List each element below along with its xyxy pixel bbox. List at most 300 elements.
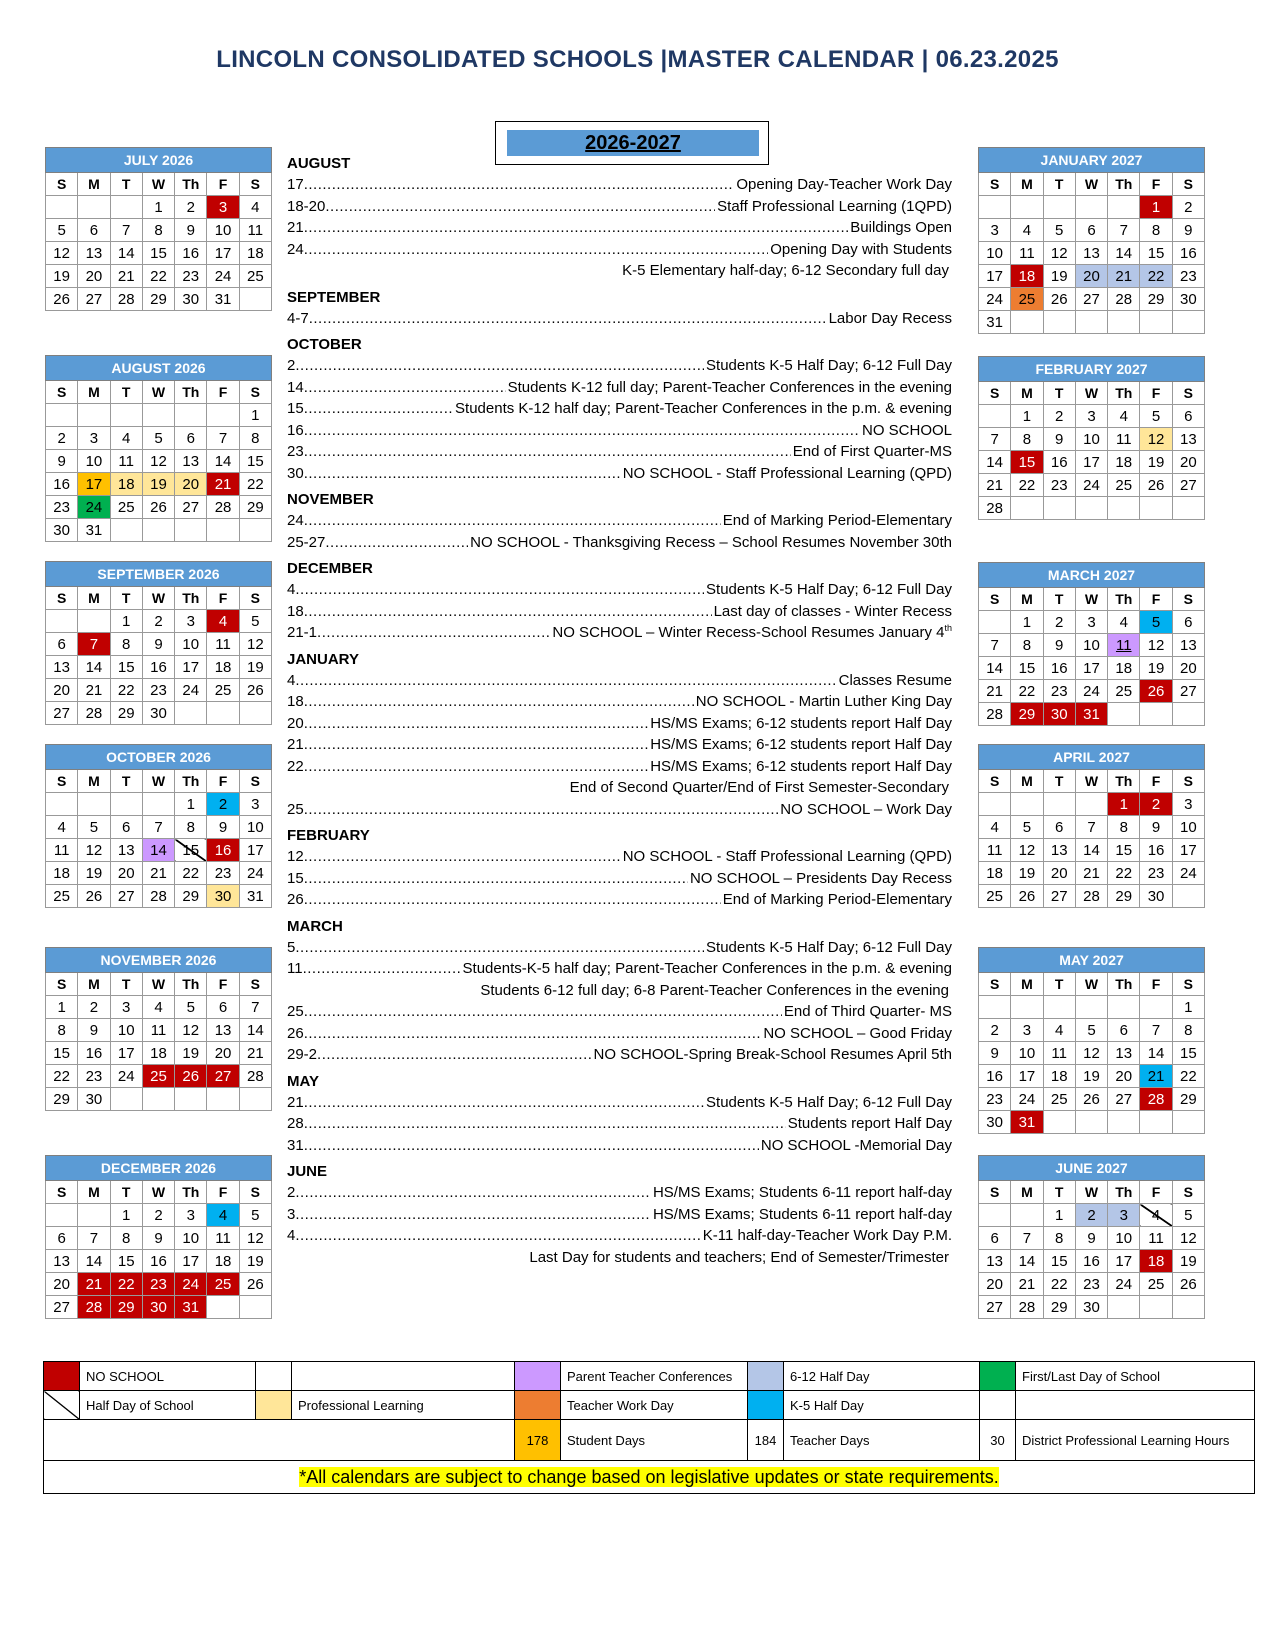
calendar-grid: [45, 147, 272, 311]
calendar-empty-cell: [78, 1204, 110, 1227]
calendar-day: 7: [1140, 1019, 1172, 1042]
event-line: [287, 937, 952, 959]
calendar-empty-cell: [175, 702, 207, 725]
legend: [43, 1361, 1254, 1494]
calendar-day: 31: [239, 885, 271, 908]
event-description-wrap: [701, 1225, 952, 1247]
calendar-day: 19: [239, 1250, 271, 1273]
event-description: NO SCHOOL: [861, 421, 952, 439]
event-description: NO SCHOOL - Staff Professional Learning (QPD): [622, 848, 952, 865]
calendar-day: 24: [1172, 862, 1204, 885]
event-line: [287, 868, 952, 890]
calendar-day: 30: [979, 1111, 1011, 1134]
event-description-wrap: [648, 713, 952, 735]
weekday-header: F: [207, 381, 239, 404]
dot-leader: [295, 355, 704, 377]
event-description-wrap: [791, 441, 952, 463]
weekday-header: T: [1043, 1181, 1075, 1204]
calendar-empty-cell: [1043, 196, 1075, 219]
calendar-day: 28: [110, 288, 142, 311]
calendar-day: 5: [1043, 219, 1075, 242]
calendar-day: 17: [979, 265, 1011, 288]
event-date: 22: [287, 757, 304, 775]
calendar-day: 16: [979, 1065, 1011, 1088]
legend-pl-hours: District Professional Learning Hours: [1016, 1420, 1255, 1461]
calendar-day: 27: [175, 496, 207, 519]
event-line: [287, 691, 952, 713]
calendar-day: 17: [1011, 1065, 1043, 1088]
calendar-day: 30: [1140, 885, 1172, 908]
calendar-day: 15: [46, 1042, 78, 1065]
calendar-day: 28: [239, 1065, 271, 1088]
weekday-header: W: [1075, 973, 1107, 996]
event-line: [287, 463, 952, 485]
calendar-day: 29: [110, 702, 142, 725]
weekday-header: S: [239, 973, 271, 996]
calendar-day: 10: [1011, 1042, 1043, 1065]
event-line: [287, 846, 952, 868]
calendar-day: 12: [1011, 839, 1043, 862]
no-school-swatch: [44, 1362, 80, 1391]
weekday-header: S: [1172, 770, 1204, 793]
calendar-day: 18: [239, 242, 271, 265]
calendar-day: 28: [78, 1296, 110, 1319]
event-date: 26: [287, 1024, 304, 1042]
calendar-day: 16: [1043, 451, 1075, 474]
weekday-header: S: [46, 770, 78, 793]
calendar-day: 30: [142, 1296, 174, 1319]
weekday-header: M: [1011, 382, 1043, 405]
event-line: [287, 398, 952, 420]
calendar-day: 30: [207, 885, 239, 908]
calendar-day: 10: [207, 219, 239, 242]
event-date: 15: [287, 400, 304, 417]
calendar-month-title: DECEMBER 2026: [46, 1156, 272, 1181]
calendar-day: 18: [1043, 1065, 1075, 1088]
event-continuation: K-5 Elementary half-day; 6-12 Secondary full day: [622, 262, 949, 279]
event-date: 21: [287, 219, 304, 236]
weekday-header: M: [1011, 173, 1043, 196]
event-line: [287, 1113, 952, 1135]
calendar-empty-cell: [1011, 793, 1043, 816]
event-date: 5: [287, 938, 296, 956]
calendar-grid: [45, 355, 272, 542]
calendar-day: 26: [239, 1273, 271, 1296]
calendar-empty-cell: [110, 196, 142, 219]
calendar-empty-cell: [110, 519, 142, 542]
calendar-day: 18: [1011, 265, 1043, 288]
weekday-header: S: [1172, 973, 1204, 996]
calendar-empty-cell: [110, 793, 142, 816]
calendar-day: 2: [46, 427, 78, 450]
calendar-day: 1: [1043, 1204, 1075, 1227]
dot-leader: [304, 713, 649, 735]
dot-leader: [304, 889, 721, 911]
dot-leader: [304, 799, 779, 821]
calendar-day: 12: [78, 839, 110, 862]
calendar-day: 2: [1043, 611, 1075, 634]
calendar-empty-cell: [142, 1088, 174, 1111]
event-line: [287, 1001, 952, 1023]
weekday-header: F: [1140, 382, 1172, 405]
event-description: NO SCHOOL – Presidents Day Recess: [689, 869, 952, 887]
calendar-empty-cell: [46, 196, 78, 219]
calendar-day: 9: [1172, 219, 1204, 242]
calendar-day: 20: [46, 679, 78, 702]
weekday-header: S: [979, 173, 1011, 196]
calendar-day: 3: [110, 996, 142, 1019]
calendar-day: 22: [175, 862, 207, 885]
event-description: Students K-5 Half Day; 6-12 Full Day: [706, 1093, 952, 1111]
weekday-header: M: [78, 587, 110, 610]
calendar-empty-cell: [1172, 311, 1204, 334]
calendar-day: 11: [110, 450, 142, 473]
weekday-header: T: [110, 587, 142, 610]
calendar-day: 5: [1140, 611, 1172, 634]
calendar-day: 18: [46, 862, 78, 885]
weekday-header: F: [1140, 1181, 1172, 1204]
calendar-day: 15: [1011, 657, 1043, 680]
calendar-day: 9: [142, 1227, 174, 1250]
calendar-day: 23: [142, 679, 174, 702]
event-description: Opening Day-Teacher Work Day: [736, 176, 952, 193]
calendar-day: 31: [175, 1296, 207, 1319]
calendar-empty-cell: [207, 1296, 239, 1319]
weekday-header: T: [110, 1181, 142, 1204]
dot-leader: [317, 622, 550, 644]
calendar-day: 13: [1075, 242, 1107, 265]
calendar-day: 8: [1108, 816, 1140, 839]
event-description: Opening Day with Students: [770, 240, 952, 258]
calendar-month-title: JULY 2026: [46, 148, 272, 173]
weekday-header: W: [142, 173, 174, 196]
calendar-day: 30: [1075, 1296, 1107, 1319]
calendar-day: 17: [1172, 839, 1204, 862]
calendar-day: 13: [1172, 428, 1204, 451]
calendar-day: 3: [1075, 405, 1107, 428]
calendar-day: 1: [239, 404, 271, 427]
calendar-day: 13: [175, 450, 207, 473]
event-description: HS/MS Exams; Students 6-11 report half-day: [652, 1205, 952, 1223]
calendar-day: 20: [1075, 265, 1107, 288]
calendar-day: 2: [979, 1019, 1011, 1042]
calendar-day: 23: [78, 1065, 110, 1088]
calendar-day: 19: [1140, 657, 1172, 680]
dot-leader: [304, 756, 649, 778]
calendar-day: 20: [175, 473, 207, 496]
calendar-grid: [978, 1155, 1205, 1319]
event-date: 25: [287, 800, 304, 818]
calendar-day: 7: [239, 996, 271, 1019]
calendar-empty-cell: [46, 1204, 78, 1227]
calendar-day: 25: [239, 265, 271, 288]
event-date: 25: [287, 1003, 304, 1020]
calendar-day: 12: [1140, 428, 1172, 451]
calendar-day: 16: [46, 473, 78, 496]
k5-half-day-swatch: [748, 1391, 784, 1420]
calendar-day: 2: [175, 196, 207, 219]
event-description-wrap: [704, 1092, 952, 1114]
event-description: NO SCHOOL – Work Day: [780, 800, 952, 818]
dot-leader: [309, 308, 827, 330]
calendar-day: 28: [142, 885, 174, 908]
weekday-header: M: [1011, 1181, 1043, 1204]
calendar-day: 13: [110, 839, 142, 862]
weekday-header: Th: [1108, 1181, 1140, 1204]
dot-leader: [304, 1092, 704, 1114]
calendar-grid: [45, 744, 272, 908]
calendar-day: 2: [1172, 196, 1204, 219]
calendar-month-title: APRIL 2027: [979, 745, 1205, 770]
calendar-day: 10: [979, 242, 1011, 265]
calendar-empty-cell: [979, 196, 1011, 219]
calendar-day: 3: [979, 219, 1011, 242]
weekday-header: S: [46, 173, 78, 196]
weekday-header: S: [1172, 382, 1204, 405]
weekday-header: W: [142, 587, 174, 610]
calendar-day: 21: [979, 680, 1011, 703]
calendar-day: 28: [979, 497, 1011, 520]
calendar-june-2027: [978, 1155, 1205, 1319]
calendar-day: 27: [979, 1296, 1011, 1319]
calendar-grid: [45, 947, 272, 1111]
calendar-day: 21: [78, 1273, 110, 1296]
event-superscript: th: [944, 623, 952, 633]
calendar-empty-cell: [1011, 196, 1043, 219]
calendar-day: 2: [78, 996, 110, 1019]
event-line: [287, 217, 952, 239]
calendar-day: 16: [1043, 657, 1075, 680]
calendar-day: 27: [1108, 1088, 1140, 1111]
weekday-header: M: [1011, 973, 1043, 996]
event-month-heading: JUNE: [287, 1163, 328, 1180]
calendar-day: 23: [1043, 680, 1075, 703]
calendar-day: 26: [1140, 474, 1172, 497]
event-description: NO SCHOOL-Spring Break-School Resumes April 5th: [593, 1046, 952, 1063]
event-month-heading: JANUARY: [287, 650, 359, 668]
calendar-day: 6: [175, 427, 207, 450]
calendar-empty-cell: [1172, 1111, 1204, 1134]
weekday-header: S: [979, 770, 1011, 793]
event-description-wrap: [704, 355, 952, 377]
dot-leader: [295, 579, 704, 601]
event-description-wrap: [827, 308, 952, 330]
calendar-day: 14: [979, 451, 1011, 474]
calendar-day: 24: [979, 288, 1011, 311]
event-description-wrap: [506, 377, 952, 399]
dot-leader: [325, 196, 715, 218]
calendar-day: 11: [1011, 242, 1043, 265]
event-description: Last day of classes - Winter Recess: [713, 602, 952, 620]
event-description: NO SCHOOL - Staff Professional Learning (QPD): [622, 464, 952, 482]
calendar-empty-cell: [1172, 885, 1204, 908]
weekday-header: T: [1043, 382, 1075, 405]
event-line: [287, 622, 952, 644]
calendar-day: 11: [1140, 1227, 1172, 1250]
calendar-day: 28: [979, 703, 1011, 726]
calendar-day: 11: [46, 839, 78, 862]
weekday-header: W: [142, 770, 174, 793]
calendar-month-title: AUGUST 2026: [46, 356, 272, 381]
event-description-wrap: [651, 1182, 952, 1204]
calendar-day: 21: [979, 474, 1011, 497]
weekday-header: S: [46, 973, 78, 996]
calendar-day: 21: [142, 862, 174, 885]
calendar-month-title: JUNE 2027: [979, 1156, 1205, 1181]
calendar-day: 3: [1108, 1204, 1140, 1227]
event-description-wrap: [759, 1135, 952, 1157]
calendar-day: 19: [1043, 265, 1075, 288]
event-line: [287, 239, 952, 261]
calendar-day: 19: [1011, 862, 1043, 885]
calendar-day: 15: [1140, 242, 1172, 265]
weekday-header: W: [142, 381, 174, 404]
event-description: HS/MS Exams; 6-12 students report Half Day: [650, 757, 952, 775]
event-date: 11: [287, 960, 303, 977]
calendar-day: 4: [1108, 611, 1140, 634]
calendar-day: 8: [1011, 428, 1043, 451]
calendar-day: 31: [1011, 1111, 1043, 1134]
calendar-day: 5: [239, 1204, 271, 1227]
dot-leader: [304, 1135, 759, 1157]
event-date: 18: [287, 602, 304, 620]
event-date: 2: [287, 1184, 296, 1201]
calendar-empty-cell: [110, 404, 142, 427]
legend-professional-learning: Professional Learning: [292, 1391, 515, 1420]
dot-leader: [304, 734, 649, 756]
calendar-day: 27: [1075, 288, 1107, 311]
weekday-header: M: [78, 173, 110, 196]
calendar-empty-cell: [1075, 1111, 1107, 1134]
calendar-day: 18: [1108, 657, 1140, 680]
calendar-day: 28: [1011, 1296, 1043, 1319]
calendar-day: 25: [1043, 1088, 1075, 1111]
calendar-empty-cell: [175, 404, 207, 427]
event-line: [287, 958, 952, 980]
calendar-day: 10: [175, 1227, 207, 1250]
calendar-empty-cell: [78, 196, 110, 219]
calendar-day: 1: [110, 610, 142, 633]
dot-leader: [304, 846, 621, 868]
legend-half-day: Half Day of School: [80, 1391, 256, 1420]
calendar-day: 21: [1011, 1273, 1043, 1296]
calendar-empty-cell: [1011, 311, 1043, 334]
calendar-empty-cell: [1140, 497, 1172, 520]
pl-hours-count: 30: [980, 1420, 1016, 1461]
legend-half-day-612: 6-12 Half Day: [784, 1362, 980, 1391]
calendar-day: 24: [175, 679, 207, 702]
calendar-empty-cell: [239, 519, 271, 542]
calendar-day: 12: [239, 1227, 271, 1250]
weekday-header: W: [1075, 588, 1107, 611]
weekday-header: F: [207, 770, 239, 793]
calendar-day: 15: [110, 656, 142, 679]
event-line: [287, 532, 952, 554]
calendar-day: 24: [239, 862, 271, 885]
event-description-wrap: [860, 420, 952, 442]
weekday-header: W: [1075, 173, 1107, 196]
event-date: 3: [287, 1205, 296, 1223]
event-line: [287, 355, 952, 377]
calendar-february-2027: [978, 356, 1205, 520]
half-day-612-swatch: [748, 1362, 784, 1391]
event-description: Classes Resume: [838, 671, 952, 689]
calendar-empty-cell: [1108, 1296, 1140, 1319]
calendar-day: 31: [207, 288, 239, 311]
calendar-day: 22: [46, 1065, 78, 1088]
calendar-day: 23: [207, 862, 239, 885]
calendar-day: 14: [78, 1250, 110, 1273]
weekday-header: S: [979, 588, 1011, 611]
calendar-day: 13: [46, 1250, 78, 1273]
calendar-day: 6: [1172, 405, 1204, 428]
first-last-day-swatch: [980, 1362, 1016, 1391]
calendar-day: 31: [1075, 703, 1107, 726]
calendar-month-title: JANUARY 2027: [979, 148, 1205, 173]
event-description: K-11 half-day-Teacher Work Day P.M.: [702, 1227, 952, 1244]
dot-leader: [304, 441, 791, 463]
calendar-day: 15: [110, 1250, 142, 1273]
calendar-empty-cell: [78, 793, 110, 816]
calendar-day: 17: [110, 1042, 142, 1065]
calendar-day: 1: [1011, 611, 1043, 634]
event-description: Students K-5 Half Day; 6-12 Full Day: [706, 581, 952, 598]
calendar-day: 16: [207, 839, 239, 862]
event-description-wrap: [651, 1204, 952, 1226]
event-line: [287, 1044, 952, 1066]
calendar-day: 14: [110, 242, 142, 265]
weekday-header: W: [1075, 382, 1107, 405]
event-line: [287, 601, 952, 623]
calendar-day: 5: [239, 610, 271, 633]
calendar-day: 21: [1108, 265, 1140, 288]
calendar-day: 26: [1011, 885, 1043, 908]
calendar-day: 22: [142, 265, 174, 288]
calendar-day: 26: [1140, 680, 1172, 703]
calendar-day: 9: [1140, 816, 1172, 839]
calendar-day: 7: [207, 427, 239, 450]
weekday-header: S: [1172, 588, 1204, 611]
event-description: Students K-5 Half Day; 6-12 Full Day: [706, 938, 952, 956]
event-description-wrap: [837, 670, 952, 692]
event-description: HS/MS Exams; 6-12 students report Half Day: [650, 714, 952, 732]
calendar-day: 5: [142, 427, 174, 450]
calendar-day: 21: [1075, 862, 1107, 885]
calendar-day: 30: [175, 288, 207, 311]
calendar-day: 20: [979, 1273, 1011, 1296]
calendar-day: 12: [1140, 634, 1172, 657]
calendar-day: 17: [1075, 657, 1107, 680]
calendar-empty-cell: [1140, 1296, 1172, 1319]
calendar-day: 6: [207, 996, 239, 1019]
calendar-day: 8: [175, 816, 207, 839]
calendar-day: 29: [1043, 1296, 1075, 1319]
weekday-header: W: [1075, 770, 1107, 793]
calendar-day: 8: [142, 219, 174, 242]
event-date: 12: [287, 848, 304, 865]
legend-blank: [292, 1362, 515, 1391]
event-month-heading: DECEMBER: [287, 560, 373, 577]
calendar-empty-cell: [979, 793, 1011, 816]
event-description-wrap: [453, 398, 952, 420]
calendar-day: 10: [1075, 428, 1107, 451]
calendar-day: 17: [78, 473, 110, 496]
event-date: 28: [287, 1115, 304, 1132]
event-line: [287, 1092, 952, 1114]
weekday-header: S: [979, 1181, 1011, 1204]
calendar-day: 7: [78, 1227, 110, 1250]
calendar-september-2026: [45, 561, 272, 725]
